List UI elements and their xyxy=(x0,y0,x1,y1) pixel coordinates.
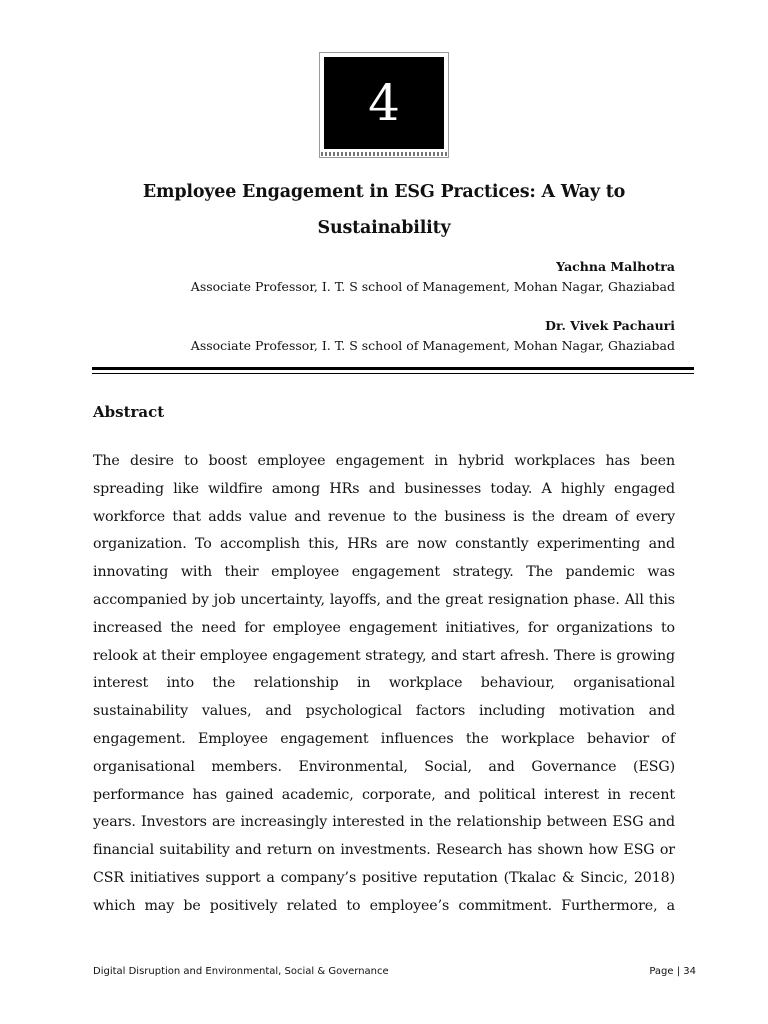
abstract-line: performance has gained academic, corporate, and political interest in recent xyxy=(93,786,675,803)
abstract-line: The desire to boost employee engagement in hybrid workplaces has been xyxy=(93,453,675,469)
chapter-title-line-2: Sustainability xyxy=(317,218,451,238)
abstract-line: years. Investors are increasingly interested in the relationship between ESG and xyxy=(93,814,675,831)
abstract-line: engagement. Employee engagement influences the workplace behavior of xyxy=(93,730,675,747)
header-divider-thin xyxy=(92,373,694,374)
abstract-line: increased the need for employee engagement initiatives, for organizations to xyxy=(93,619,675,636)
author-affiliation-1: Associate Professor, I. T. S school of Management, Mohan Nagar, Ghaziabad xyxy=(190,279,675,294)
author-name-2: Dr. Vivek Pachauri xyxy=(545,318,675,333)
abstract-line: relook at their employee engagement strategy, and start afresh. There is growing xyxy=(93,647,675,664)
abstract-line: innovating with their employee engagement strategy. The pandemic was xyxy=(93,564,675,581)
abstract-heading: Abstract xyxy=(93,403,165,421)
abstract-line: organization. To accomplish this, HRs are now constantly experimenting and xyxy=(93,536,675,553)
abstract-line: which may be positively related to employee’s commitment. Furthermore, a xyxy=(93,897,675,914)
abstract-line: CSR initiatives support a company’s positive reputation (Tkalac & Sincic, 2018) xyxy=(93,869,675,886)
abstract-body xyxy=(93,448,675,921)
abstract-line: interest into the relationship in workplace behaviour, organisational xyxy=(93,675,675,692)
abstract-line: financial suitability and return on investments. Research has shown how ESG or xyxy=(93,842,675,859)
abstract-line: sustainability values, and psychological factors including motivation and xyxy=(93,703,675,720)
abstract-line: workforce that adds value and revenue to the business is the dream of every xyxy=(93,508,675,525)
header-divider-thick xyxy=(92,367,694,370)
abstract-line: accompanied by job uncertainty, layoffs, and the great resignation phase. All this xyxy=(93,591,675,608)
footer-page-number: Page | 34 xyxy=(649,966,696,977)
chapter-number-frame xyxy=(319,52,449,158)
chapter-number: 4 xyxy=(324,57,444,149)
author-affiliation-2: Associate Professor, I. T. S school of Management, Mohan Nagar, Ghaziabad xyxy=(190,338,675,353)
footer-book-title: Digital Disruption and Environmental, Social & Governance xyxy=(93,966,389,977)
abstract-line: spreading like wildfire among HRs and businesses today. A highly engaged xyxy=(93,480,675,497)
chapter-title-line-1: Employee Engagement in ESG Practices: A Way to xyxy=(142,182,626,202)
author-name-1: Yachna Malhotra xyxy=(556,259,675,274)
abstract-line: organisational members. Environmental, Social, and Governance (ESG) xyxy=(93,758,675,775)
chapter-title xyxy=(92,174,676,246)
